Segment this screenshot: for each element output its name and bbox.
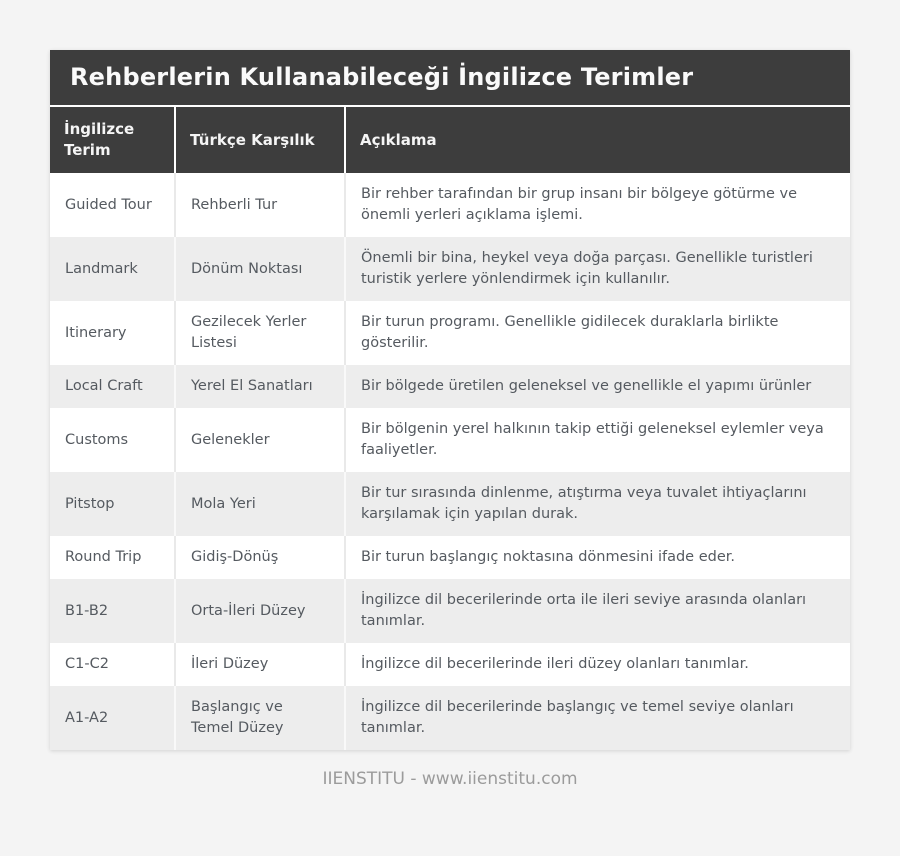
term-cell: Local Craft — [65, 378, 143, 395]
turkish-cell: Rehberli Tur — [175, 173, 345, 237]
table-row — [50, 686, 850, 750]
column-header-description: Açıklama — [345, 107, 850, 173]
turkish-cell: Gelenekler — [175, 408, 345, 472]
description-cell: İngilizce dil becerilerinde başlangıç ve temel seviye olanları tanımlar. — [345, 686, 850, 750]
turkish-cell: İleri Düzey — [175, 643, 345, 686]
table-header — [50, 107, 850, 173]
table-row — [50, 579, 850, 643]
description-cell: Bir bölgede üretilen geleneksel ve genellikle el yapımı ürünler — [345, 365, 850, 408]
terms-table-card — [50, 50, 850, 750]
term-cell: B1-B2 — [65, 602, 109, 619]
description-cell: Bir turun başlangıç noktasına dönmesini ifade eder. — [345, 536, 850, 579]
term-cell: C1-C2 — [65, 656, 109, 673]
turkish-cell: Gidiş-Dönüş — [175, 536, 345, 579]
page-title: Rehberlerin Kullanabileceği İngilizce Terimler — [50, 50, 850, 107]
table-row — [50, 365, 850, 408]
turkish-cell: Gezilecek Yerler Listesi — [175, 301, 345, 365]
term-cell: Landmark — [65, 260, 138, 277]
table-row — [50, 237, 850, 301]
term-cell: Pitstop — [65, 495, 115, 512]
term-cell: Round Trip — [65, 549, 142, 566]
table-row — [50, 472, 850, 536]
table-row — [50, 536, 850, 579]
table-row — [50, 173, 850, 237]
description-cell: Bir turun programı. Genellikle gidilecek duraklarla birlikte gösterilir. — [345, 301, 850, 365]
table-row — [50, 643, 850, 686]
terms-table — [50, 107, 850, 750]
turkish-cell: Yerel El Sanatları — [175, 365, 345, 408]
column-header-turkish-equivalent: Türkçe Karşılık — [175, 107, 345, 173]
table-row — [50, 408, 850, 472]
term-cell: Guided Tour — [65, 196, 152, 213]
turkish-cell: Dönüm Noktası — [175, 237, 345, 301]
term-cell: Itinerary — [65, 324, 127, 341]
term-cell: A1-A2 — [65, 709, 109, 726]
description-cell: İngilizce dil becerilerinde ileri düzey olanları tanımlar. — [345, 643, 850, 686]
header-row — [50, 107, 850, 173]
description-cell: Önemli bir bina, heykel veya doğa parçası. Genellikle turistleri turistik yerlere yönlendirmek için kullanılır. — [345, 237, 850, 301]
term-cell: Customs — [65, 431, 129, 448]
turkish-cell: Başlangıç ve Temel Düzey — [175, 686, 345, 750]
description-cell: Bir rehber tarafından bir grup insanı bir bölgeye götürme ve önemli yerleri açıklama işlemi. — [345, 173, 850, 237]
description-cell: İngilizce dil becerilerinde orta ile ileri seviye arasında olanları tanımlar. — [345, 579, 850, 643]
footer-credit: IIENSTITU - www.iienstitu.com — [322, 769, 578, 790]
description-cell: Bir bölgenin yerel halkının takip ettiği geleneksel eylemler veya faaliyetler. — [345, 408, 850, 472]
table-body — [50, 173, 850, 750]
column-header-english-term: İngilizce Terim — [50, 107, 175, 173]
description-cell: Bir tur sırasında dinlenme, atıştırma veya tuvalet ihtiyaçlarını karşılamak için yapılan durak. — [345, 472, 850, 536]
turkish-cell: Mola Yeri — [175, 472, 345, 536]
table-row — [50, 301, 850, 365]
turkish-cell: Orta-İleri Düzey — [175, 579, 345, 643]
